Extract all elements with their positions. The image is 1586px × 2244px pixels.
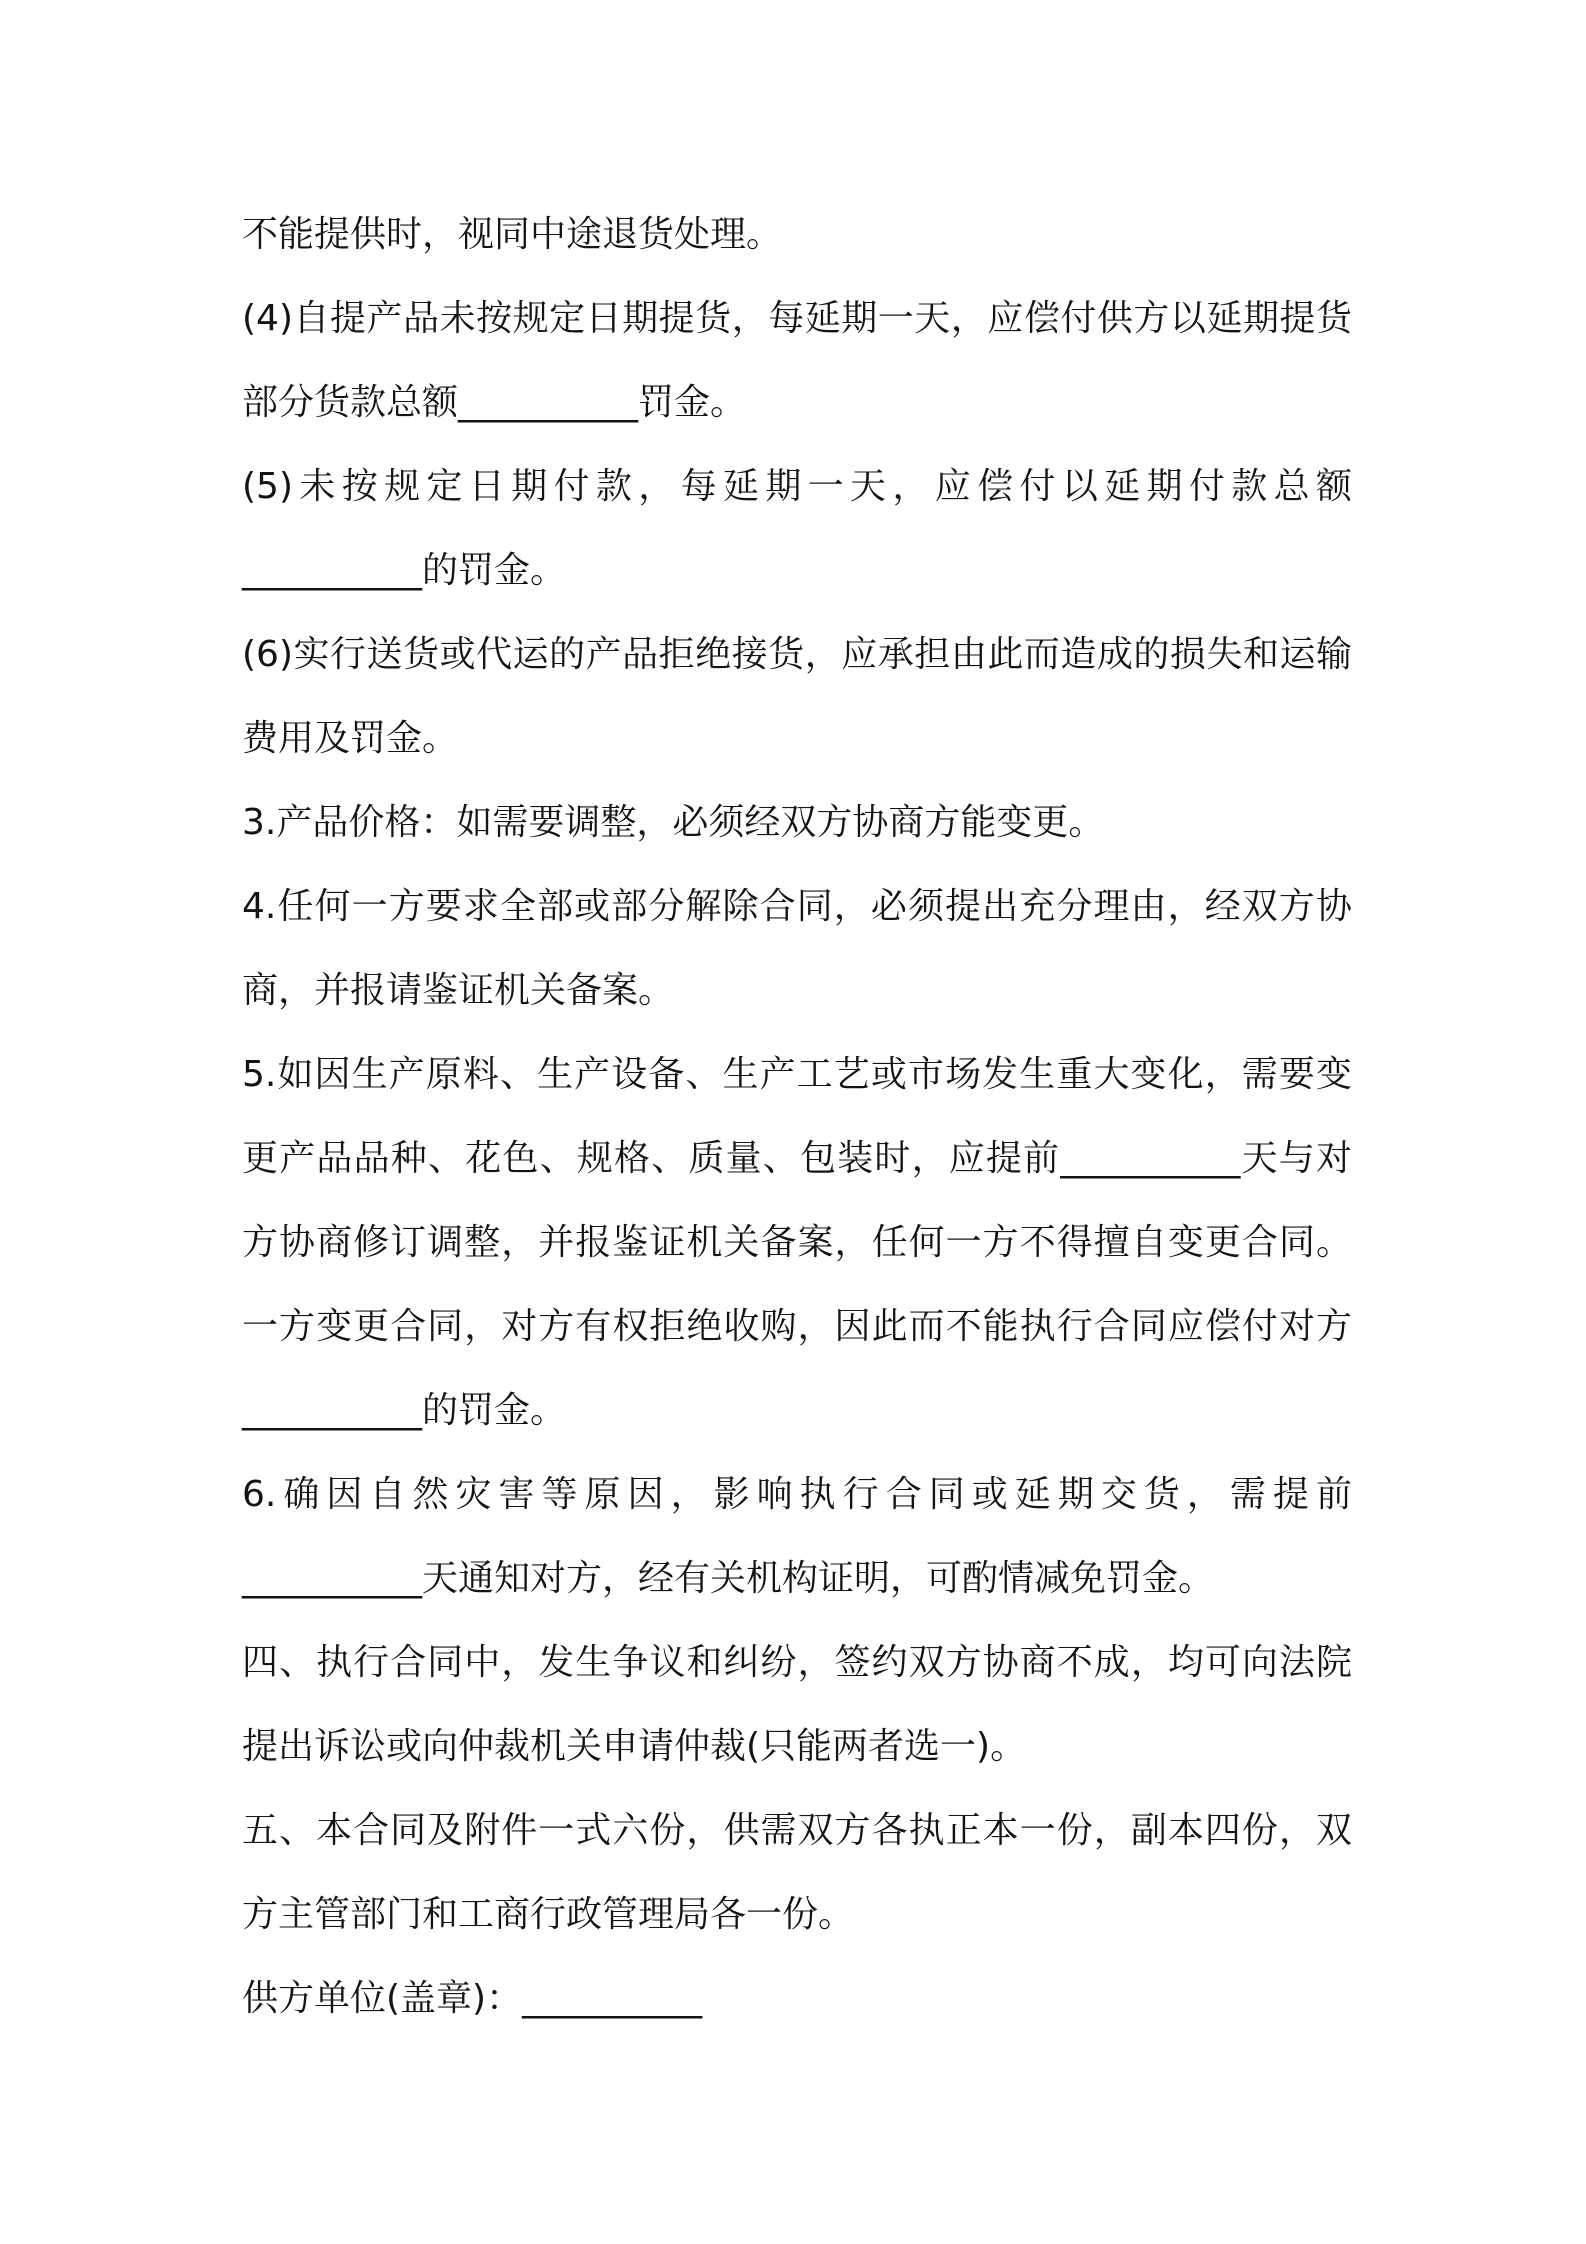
- paragraph-price-adjustment: 3.产品价格：如需要调整，必须经双方协商方能变更。: [242, 802, 1105, 843]
- paragraph-copies: 五、本合同及附件一式六份，供需双方各执正本一份，副本四份，双方主管部门和工商行政管理局各一份。: [242, 1810, 1352, 1935]
- supplier-signature-line: 供方单位(盖章)：__________: [242, 1978, 703, 2019]
- paragraph-late-payment-penalty: (5)未按规定日期付款，每延期一天，应偿付以延期付款总额__________的罚金。: [242, 466, 1352, 591]
- paragraph-contract-modification: 5.如因生产原料、生产设备、生产工艺或市场发生重大变化，需要变更产品品种、花色、规格、质量、包装时，应提前__________天与对方协商修订调整，并报鉴证机关备案，任何一方不得擅自变更合同。一方变更合同，对方有权拒绝收购，因此而不能执行合同应偿付对方__________的罚金。: [242, 1054, 1352, 1431]
- contract-body: [242, 193, 1352, 2041]
- paragraph-self-pickup-penalty: (4)自提产品未按规定日期提货，每延期一天，应偿付供方以延期提货部分货款总额__________罚金。: [242, 298, 1352, 423]
- paragraph-force-majeure: 6.确因自然灾害等原因，影响执行合同或延期交货，需提前__________天通知对方，经有关机构证明，可酌情减免罚金。: [242, 1474, 1352, 1599]
- paragraph-refuse-delivery: (6)实行送货或代运的产品拒绝接货，应承担由此而造成的损失和运输费用及罚金。: [242, 634, 1352, 759]
- paragraph-return-clause: 不能提供时，视同中途退货处理。: [242, 214, 783, 255]
- paragraph-contract-termination: 4.任何一方要求全部或部分解除合同，必须提出充分理由，经双方协商，并报请鉴证机关备案。: [242, 886, 1352, 1011]
- paragraph-dispute-resolution: 四、执行合同中，发生争议和纠纷，签约双方协商不成，均可向法院提出诉讼或向仲裁机关申请仲裁(只能两者选一)。: [242, 1642, 1352, 1767]
